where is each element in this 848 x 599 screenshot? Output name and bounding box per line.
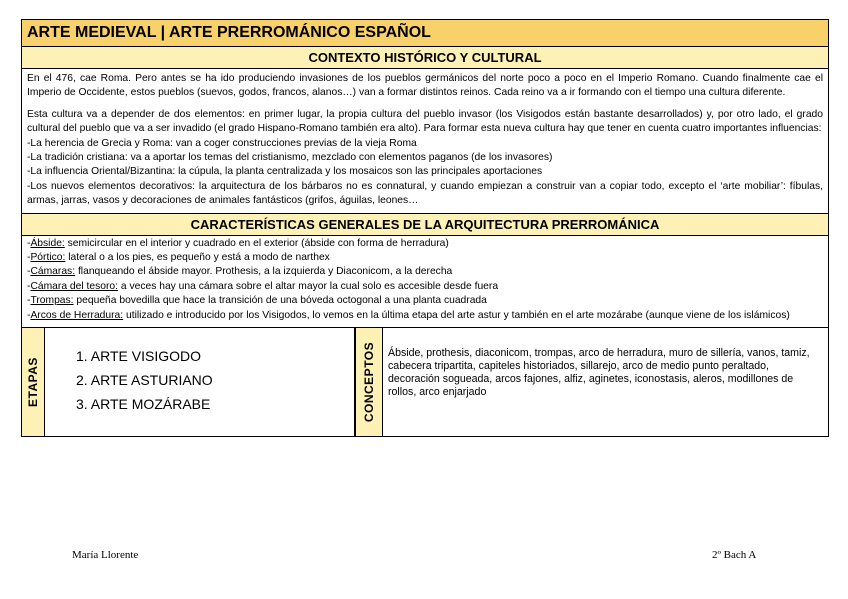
characteristic-desc: flanqueando el ábside mayor. Prothesis, a la izquierda y Diaconicom, a la derecha (75, 266, 453, 278)
characteristic-desc: semicircular en el interior y cuadrado en el exterior (ábside con forma de herradura) (64, 237, 449, 249)
etapas-label: ETAPAS (26, 357, 40, 408)
characteristic-term: Arcos de Herradura: (30, 309, 124, 321)
characteristic-term: Trompas: (30, 295, 74, 307)
characteristic-item: -Pórtico: lateral o a los pies, es pequeño y está a modo de narthex (27, 252, 330, 264)
characteristic-desc: a veces hay una cámara sobre el altar mayor la cual solo es accesible desde fuera (118, 280, 499, 292)
etapas-list (45, 328, 355, 436)
characteristic-term: Pórtico: (30, 252, 66, 264)
conceptos-label: CONCEPTOS (362, 341, 376, 423)
context-heading: CONTEXTO HISTÓRICO Y CULTURAL (22, 47, 828, 69)
influence-item: -La tradición cristiana: va a aportar los temas del cristianismo, mezclado con elementos paganos (de los invasores) (27, 152, 553, 164)
influence-item: -La herencia de Grecia y Roma: van a coger construcciones previas de la vieja Roma (27, 137, 417, 149)
etapa-item: 2. ARTE ASTURIANO (76, 372, 213, 389)
characteristic-term: Cámara del tesoro: (30, 280, 119, 292)
characteristic-item: -Cámara del tesoro: a veces hay una cámara sobre el altar mayor la cual solo es accesible desde fuera (27, 280, 499, 292)
characteristics-section (22, 236, 828, 327)
characteristic-item: -Ábside: semicircular en el interior y cuadrado en el exterior (ábside con forma de herradura) (27, 237, 449, 249)
influence-item: -Los nuevos elementos decorativos: la arquitectura de los bárbaros no es connatural, y cuando empiezan a construir van a copiar todo, excepto el ‘arte mobiliar’: fíbulas, armas, jarras, vasos y decoraciones de animales fantásticos (grifos, águilas, leones… (27, 180, 823, 207)
etapa-item: 3. ARTE MOZÁRABE (76, 396, 211, 413)
etapas-label-cell (22, 328, 45, 436)
context-paragraph-1: En el 476, cae Roma. Pero antes se ha ido produciendo invasiones de los pueblos germánicos del norte poco a poco en el Imperio Romano. Cuando finalmente cae el Imperio de Occidente, estos pueblos (suevos, godos, francos, alanos…) van a formar distintos reinos. Cada reino va a ir formando con el tiempo una cultura diferente. (27, 73, 823, 99)
characteristic-item: -Cámaras: flanqueando el ábside mayor. Prothesis, a la izquierda y Diaconicom, a la derecha (27, 266, 453, 278)
document-title: ARTE MEDIEVAL | ARTE PRERROMÁNICO ESPAÑOL (22, 20, 828, 47)
footer-course: 2º Bach A (712, 549, 757, 561)
characteristics-heading: CARACTERÍSTICAS GENERALES DE LA ARQUITECTURA PRERROMÁNICA (22, 213, 828, 236)
characteristic-desc: utilizado e introducido por los Visigodos, lo vemos en la última etapa del arte astur y también en el arte mozárabe (aunque viene de los islámicos) (123, 309, 790, 321)
etapa-item: 1. ARTE VISIGODO (76, 348, 202, 365)
conceptos-label-cell (355, 328, 383, 436)
characteristic-desc: pequeña bovedilla que hace la transición de una bóveda octogonal a una planta cuadrada (73, 295, 487, 307)
conceptos-text: Ábside, prothesis, diaconicom, trompas, arco de herradura, muro de sillería, vanos, tamiz, cabecera tripartita, capiteles historiados, sillarejo, arco de medio punto peraltado, decoración sogueada, arcos fajones, alfiz, aginetes, iconostasis, aleros, modillones de rollos, arco enjarjado (388, 347, 810, 399)
influence-item: -La influencia Oriental/Bizantina: la cúpula, la planta centralizada y los mosaicos son las principales aportaciones (27, 166, 543, 178)
characteristic-item: -Arcos de Herradura: utilizado e introducido por los Visigodos, lo vemos en la última etapa del arte astur y también en el arte mozárabe (aunque viene de los islámicos) (27, 309, 790, 321)
context-paragraph-2: Esta cultura va a depender de dos elementos: en primer lugar, la propia cultura del pueblo invasor (los Visigodos están bastante desarrollados) y, por otro lado, el grado cultural del pueblo que va a ser invadido (el grado Hispano-Romano también era alto). Para formar esta nueva cultura hay que tener en cuenta cuatro importantes influencias: (27, 108, 823, 135)
characteristic-item: -Trompas: pequeña bovedilla que hace la transición de una bóveda octogonal a una planta cuadrada (27, 295, 487, 307)
summary-row (22, 327, 828, 436)
context-section (22, 69, 828, 213)
characteristic-term: Ábside: (30, 237, 65, 249)
footer-author: María Llorente (72, 549, 139, 561)
characteristic-desc: lateral o a los pies, es pequeño y está a modo de narthex (65, 252, 330, 264)
document-sheet (21, 19, 829, 437)
characteristic-term: Cámaras: (30, 266, 76, 278)
